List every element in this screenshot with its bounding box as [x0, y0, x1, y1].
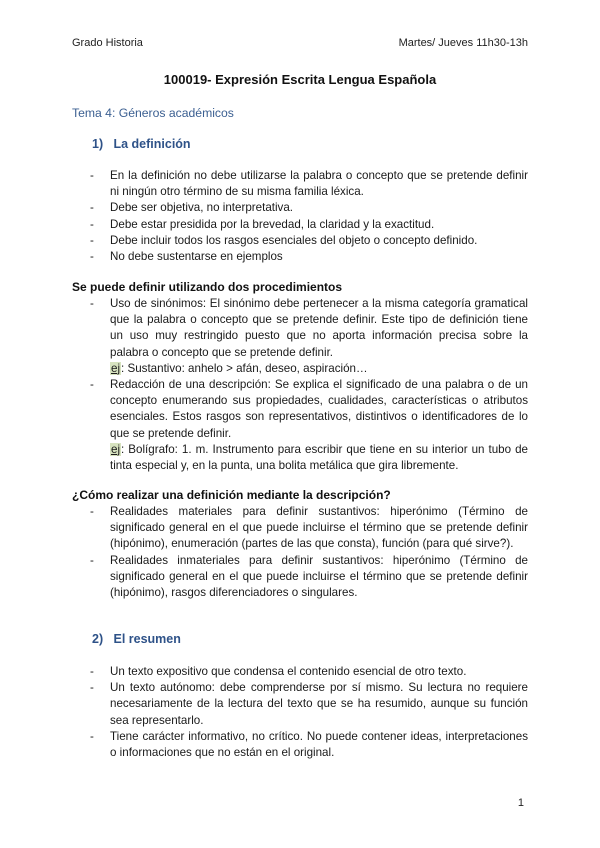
definition-rules-list: [72, 168, 528, 265]
list-item: - Realidades materiales para definir sustantivos: hiperónimo (Término de significado general en el que puede incluirse el término que se pretende definir (hipónimo), enumeración (partes de las que consta), función (para qué sirve?).: [90, 505, 528, 551]
description-list: [72, 504, 528, 601]
example-marker: ej: [111, 442, 121, 456]
section-number: 1): [92, 137, 104, 151]
document-title: 100019- Expresión Escrita Lengua Española: [163, 72, 437, 87]
section-title: El resumen: [113, 632, 181, 646]
example-line: ej: Bolígrafo: 1. m. Instrumento para escribir que tiene en su interior un tubo de tinta especial y, en la punta, una bolita metálica que gira libremente.: [110, 442, 528, 473]
list-item: - Un texto autónomo: debe comprenderse por sí mismo. Su lectura no requiere necesariamente de la lectura del texto que se ha resumido, aunque su función sea representarlo.: [90, 681, 528, 727]
summary-list: [72, 664, 528, 761]
list-item: - Uso de sinónimos: El sinónimo debe pertenecer a la misma categoría gramatical que la palabra o concepto que se pretende definir. Este tipo de definición tiene un uso muy restringido puesto que no aporta información precisa sobre la palabra o concepto que se pretende definir. ej: Sustantivo: anhelo > afán, deseo, aspiración…: [72, 296, 528, 377]
list-item: - Debe incluir todos los rasgos esenciales del objeto o concepto definido.: [90, 233, 478, 247]
example-line: ej: Sustantivo: anhelo > afán, deseo, aspiración…: [111, 361, 368, 375]
section-heading-summary: [92, 632, 181, 646]
list-item: - Tiene carácter informativo, no crítico. No puede contener ideas, interpretaciones o informaciones que no están en el original.: [90, 729, 528, 760]
section-number: 2): [92, 632, 104, 646]
header-course: Grado Historia: [72, 37, 143, 49]
list-item: - Redacción de una descripción: Se explica el significado de una palabra o de un concepto enumerando sus propiedades, cualidades, características o atributos esenciales. Estos rasgos son representativos, distintivos o identificadores de lo que se pretende definir. ej: Bolígrafo: 1. m. Instrumento para escribir que tiene en su interior un tubo de tinta especial y, en la punta, una bolita metálica que gira libremente.: [72, 377, 528, 474]
list-item: - Debe ser objetiva, no interpretativa.: [90, 201, 294, 215]
page-header: [72, 37, 528, 49]
section-heading-definition: [92, 137, 191, 151]
list-item: - En la definición no debe utilizarse la palabra o concepto que se pretende definir ni ningún otro término de su misma familia léxica.: [90, 169, 528, 199]
header-schedule: Martes/ Jueves 11h30-13h: [398, 37, 528, 49]
procedures-heading: Se puede definir utilizando dos procedimientos: [72, 280, 343, 294]
description-heading: ¿Cómo realizar una definición mediante la descripción?: [72, 488, 391, 502]
list-item: - No debe sustentarse en ejemplos: [90, 250, 283, 264]
page-number: 1: [517, 797, 524, 809]
procedures-list: [72, 296, 528, 474]
example-marker: ej: [111, 361, 121, 375]
list-item: - Debe estar presidida por la brevedad, la claridad y la exactitud.: [90, 217, 435, 231]
topic-heading: Tema 4: Géneros académicos: [72, 106, 234, 120]
list-item: - Un texto expositivo que condensa el contenido esencial de otro texto.: [90, 665, 467, 678]
section-title: La definición: [113, 137, 191, 151]
list-item: - Realidades inmateriales para definir sustantivos: hiperónimo (Término de significado general en el que puede incluirse el término que se pretende definir (hipónimo), rasgos diferenciadores o singulares.: [90, 553, 528, 600]
